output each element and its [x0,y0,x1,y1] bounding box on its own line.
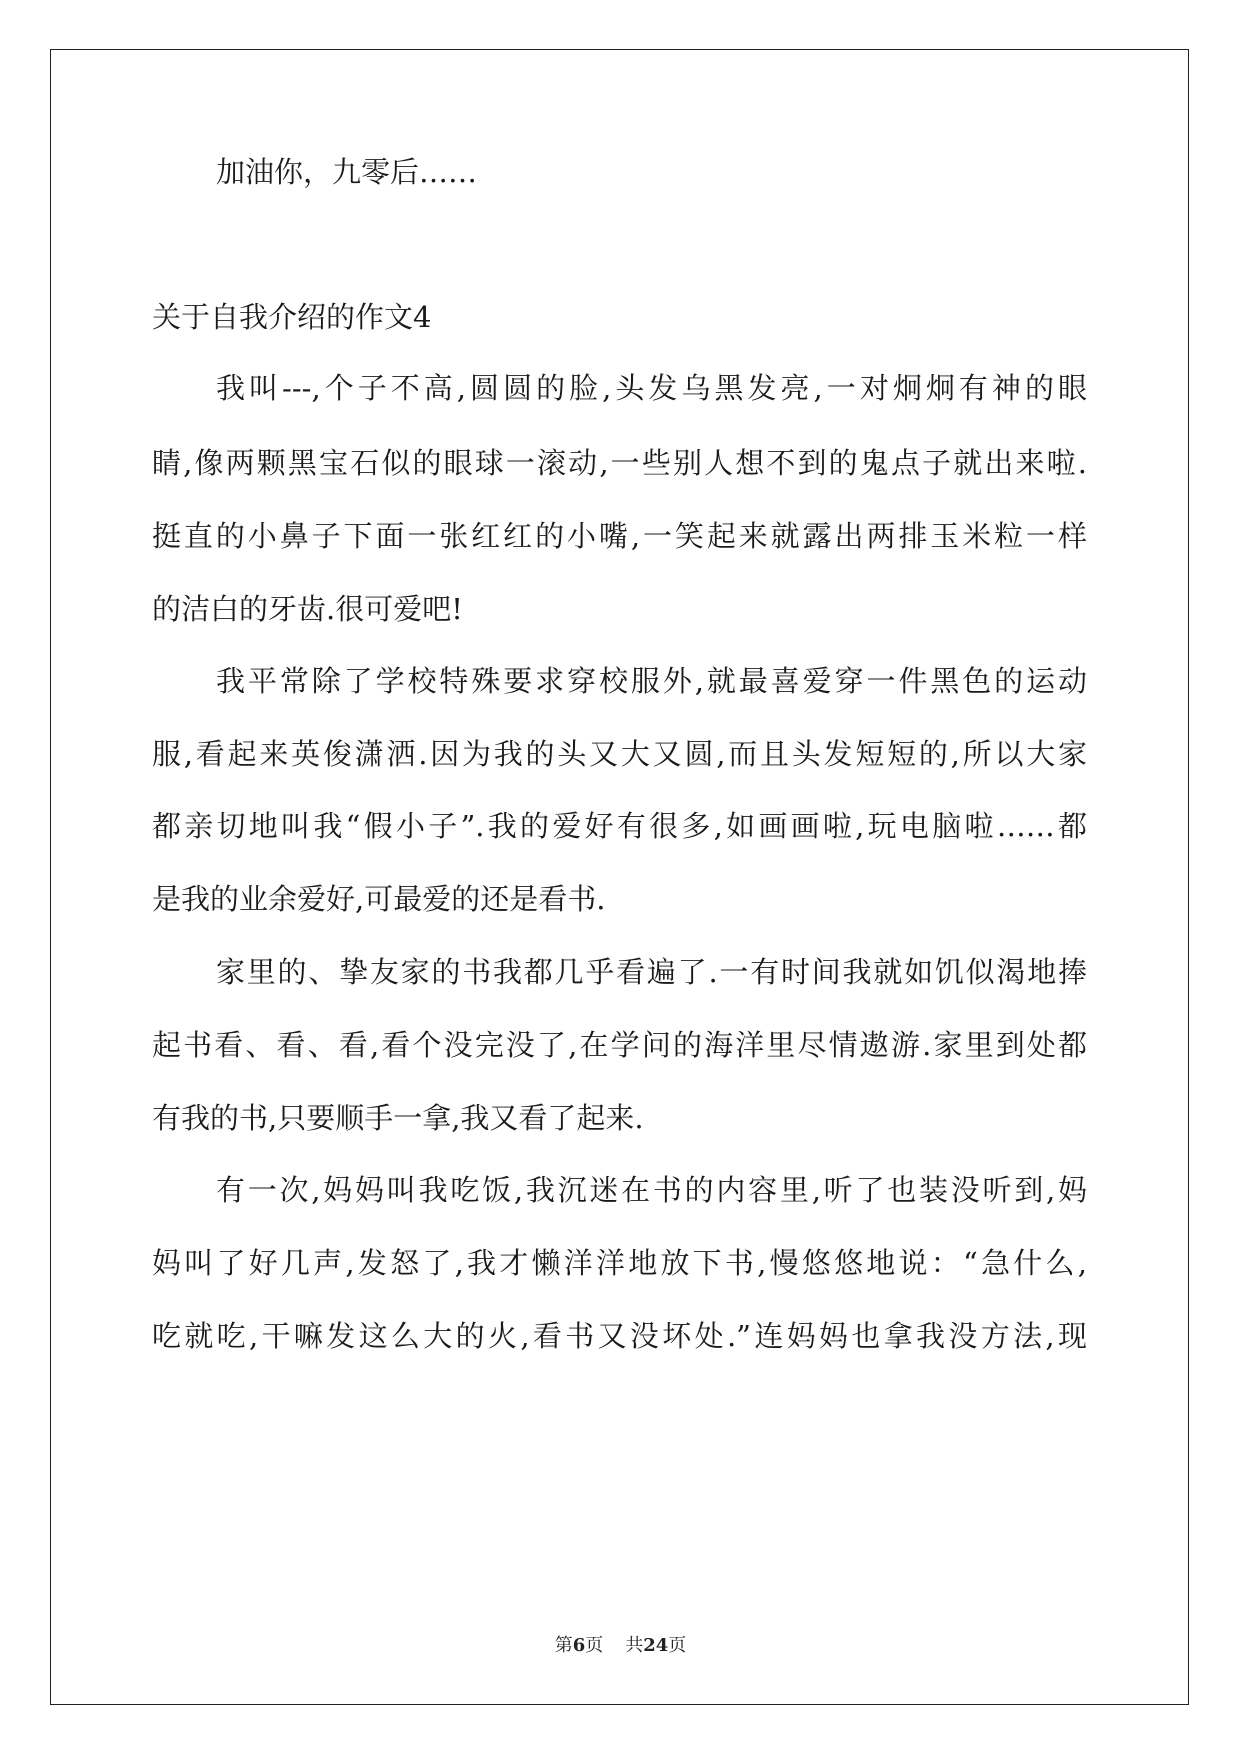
page-frame [50,49,1189,1705]
paragraph-2-line-3: 都亲切地叫我“假小子”.我的爱好有很多,如画画啦,玩电脑啦……都 [152,809,1087,843]
page-suffix: 页 [585,1635,604,1656]
paragraph-4-line-1: 有一次,妈妈叫我吃饭,我沉迷在书的内容里,听了也装没听到,妈 [216,1173,1087,1207]
paragraph-2-line-1: 我平常除了学校特殊要求穿校服外,就最喜爱穿一件黑色的运动 [216,664,1087,698]
page-prefix: 第 [554,1635,573,1656]
paragraph-3-line-1: 家里的、挚友家的书我都几乎看遍了.一有时间我就如饥似渴地捧 [216,955,1087,989]
closing-line: 加油你，九零后…… [216,155,478,189]
essay-title: 关于自我介绍的作文4 [152,300,432,334]
total-suffix: 页 [668,1635,687,1656]
paragraph-4-line-2: 妈叫了好几声,发怒了,我才懒洋洋地放下书,慢悠悠地说：“急什么, [152,1246,1087,1280]
paragraph-3-line-3: 有我的书,只要顺手一拿,我又看了起来. [152,1101,644,1135]
total-pages: 24 [643,1635,669,1656]
paragraph-1-line-4: 的洁白的牙齿.很可爱吧! [152,592,463,626]
paragraph-1-line-3: 挺直的小鼻子下面一张红红的小嘴,一笑起来就露出两排玉米粒一样 [152,519,1087,553]
paragraph-2-line-2: 服,看起来英俊潇洒.因为我的头又大又圆,而且头发短短的,所以大家 [152,737,1087,771]
paragraph-3-line-2: 起书看、看、看,看个没完没了,在学问的海洋里尽情遨游.家里到处都 [152,1028,1087,1062]
paragraph-2-line-4: 是我的业余爱好,可最爱的还是看书. [152,882,606,916]
paragraph-1-line-1: 我叫---,个子不高,圆圆的脸,头发乌黑发亮,一对炯炯有神的眼 [216,371,1087,405]
paragraph-4-line-3: 吃就吃,干嘛发这么大的火,看书又没坏处.”连妈妈也拿我没方法,现 [152,1319,1087,1353]
total-prefix: 共 [625,1635,644,1656]
page-footer [0,1635,1241,1657]
paragraph-1-line-2: 睛,像两颗黑宝石似的眼球一滚动,一些别人想不到的鬼点子就出来啦. [152,446,1087,480]
page-number: 6 [572,1635,586,1656]
